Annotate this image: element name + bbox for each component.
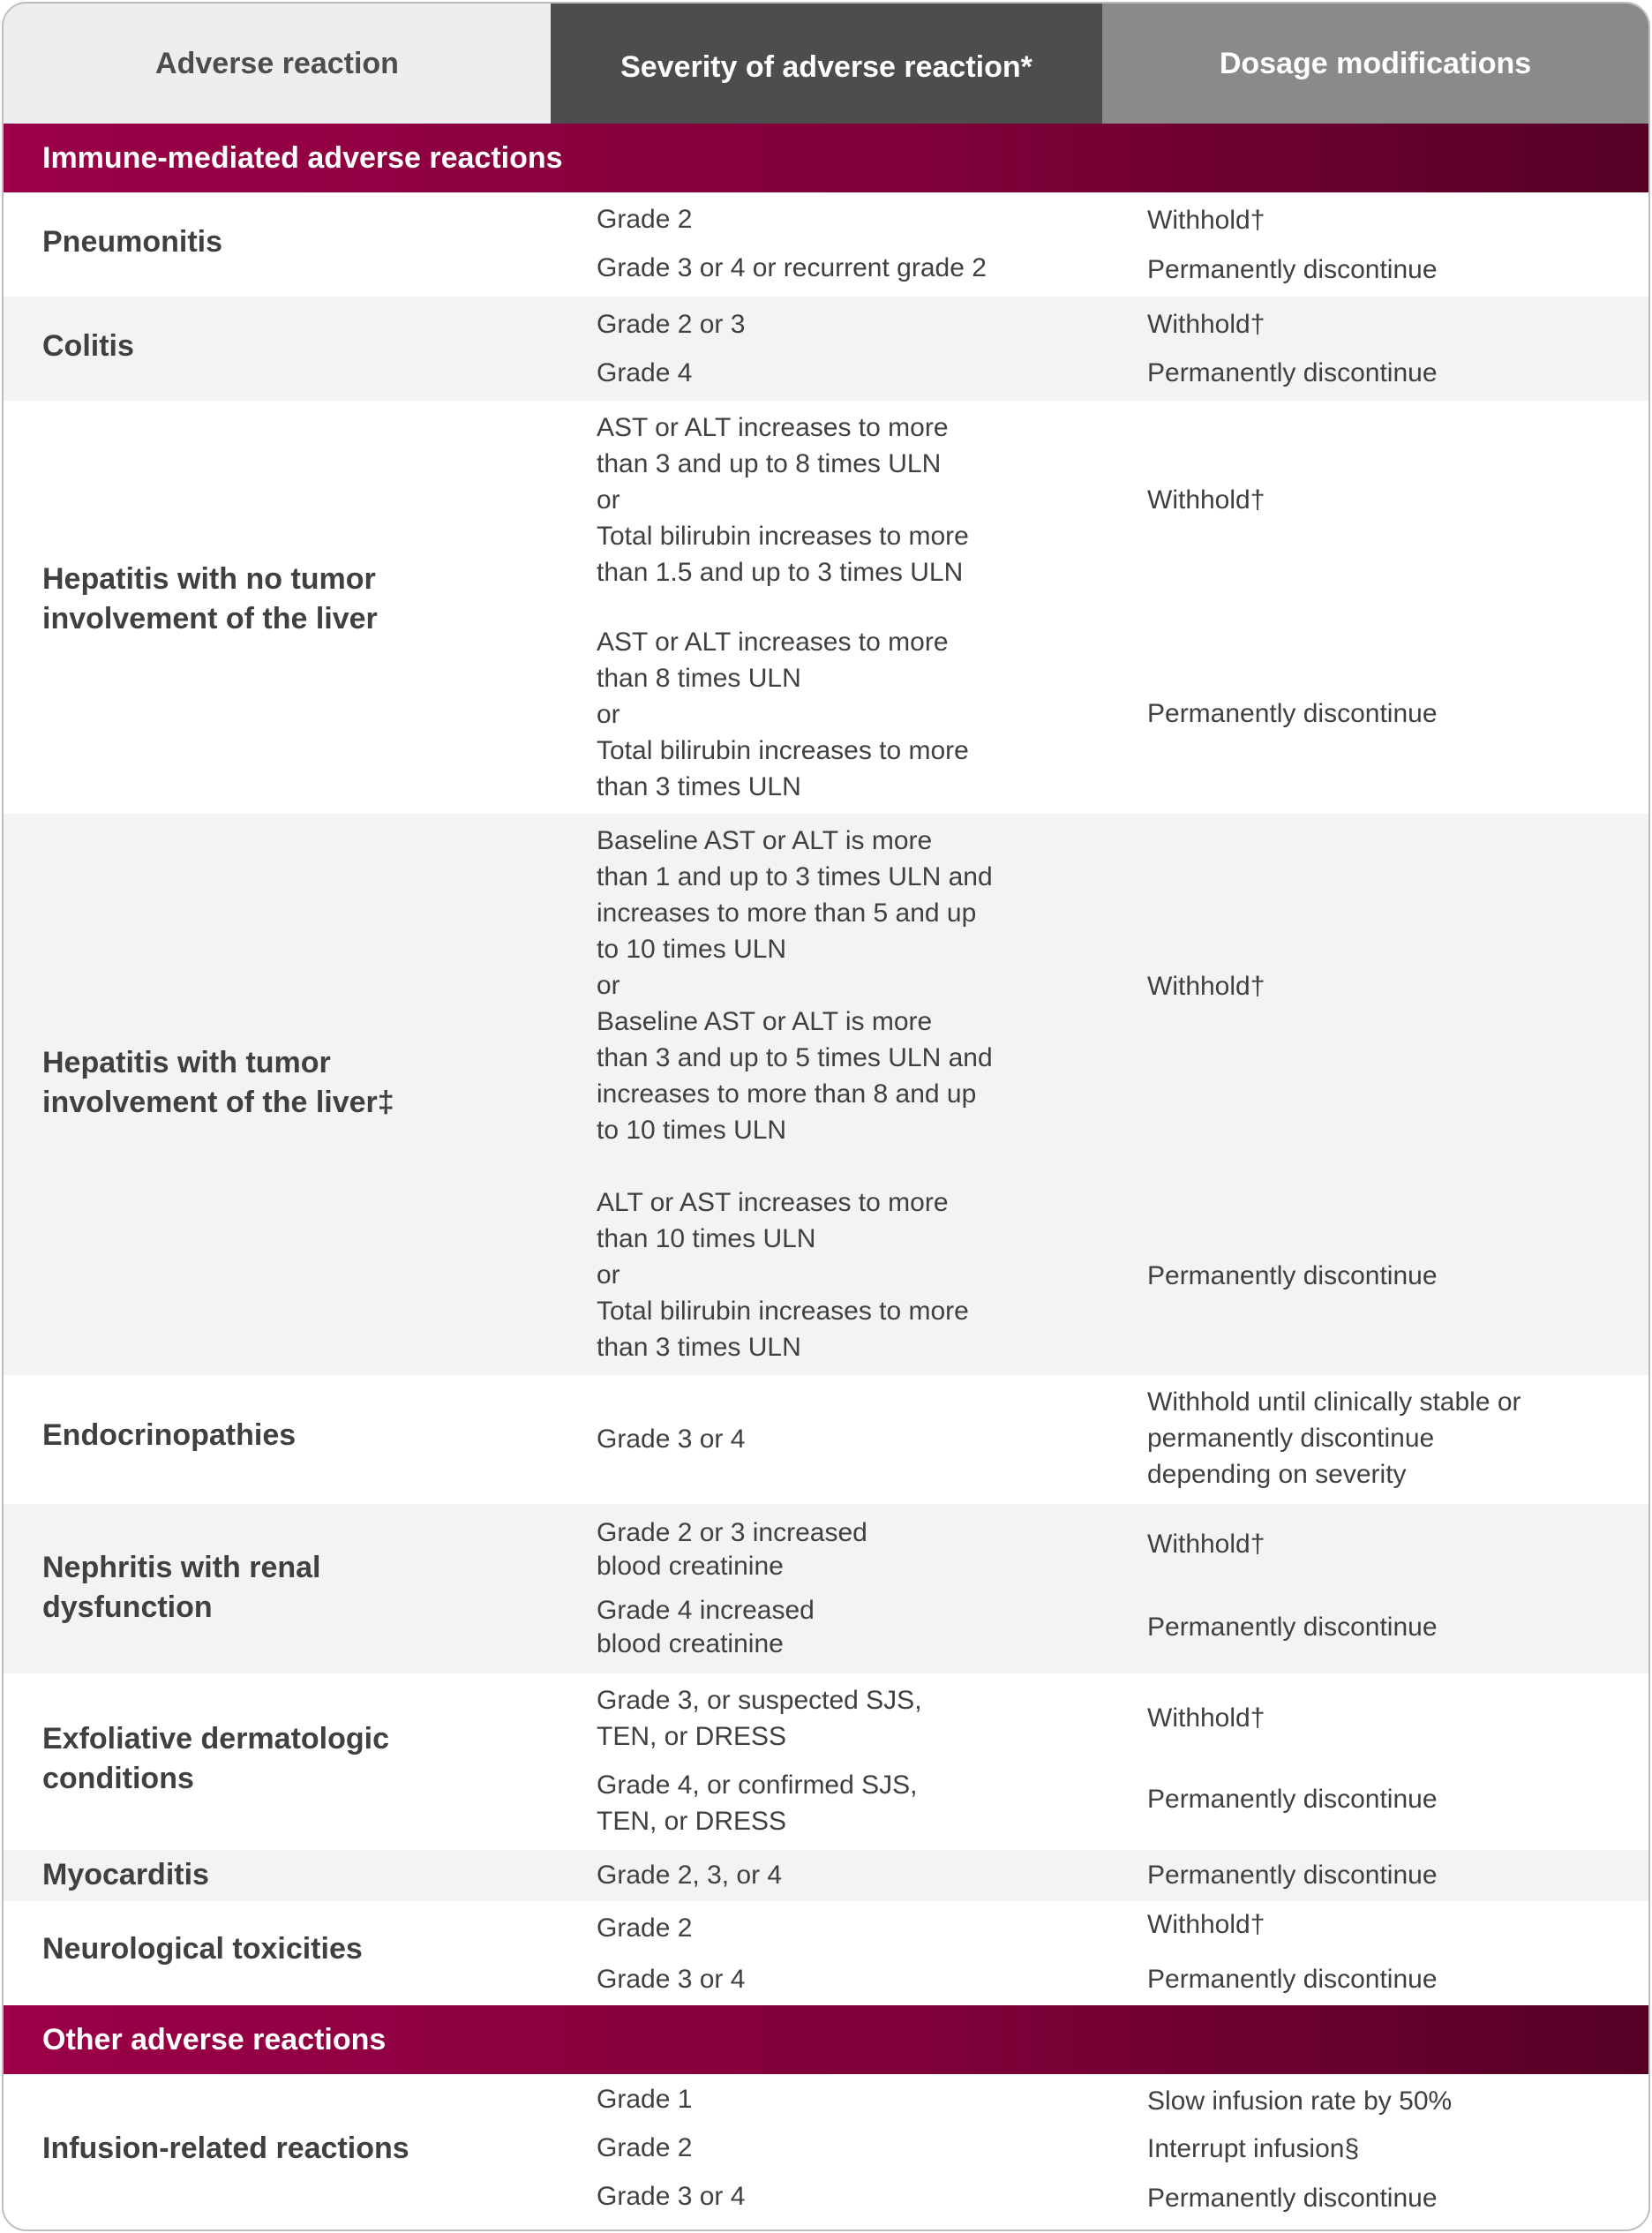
header-severity: Severity of adverse reaction* <box>551 4 1102 124</box>
section-other: Other adverse reactions <box>4 2005 1648 2074</box>
table-row-colitis <box>4 297 1648 401</box>
reaction-name: Neurological toxicities <box>42 1932 363 1966</box>
severity-text: Grade 3 or 4 <box>597 1965 746 1994</box>
table-header <box>4 4 1648 124</box>
modification-text: Permanently discontinue <box>1147 1261 1438 1290</box>
severity-text: Grade 4 <box>597 358 693 387</box>
severity-text: Grade 2, 3, or 4 <box>597 1861 783 1890</box>
modification-text: Permanently discontinue <box>1147 1965 1438 1994</box>
modification-text: Permanently discontinue <box>1147 1785 1438 1814</box>
header-dosage-modifications: Dosage modifications <box>1102 4 1648 124</box>
table-row-nephritis <box>4 1504 1648 1673</box>
reaction-name: Hepatitis with no tumor involvement of the liver <box>42 562 378 635</box>
table-row-endocrinopathies <box>4 1375 1648 1504</box>
severity-text: Grade 4, or confirmed SJS, TEN, or DRESS <box>597 1771 918 1836</box>
severity-text: Grade 1 <box>597 2085 693 2114</box>
modification-text: Withhold† <box>1147 206 1265 235</box>
modification-text: Withhold until clinically stable or permanently discontinue depending on severity <box>1147 1387 1521 1489</box>
severity-text: Grade 2 <box>597 205 693 234</box>
severity-text: Grade 2 <box>597 1913 693 1943</box>
modification-text: Withhold† <box>1147 1703 1265 1733</box>
reaction-name: Myocarditis <box>42 1858 209 1891</box>
table-row-pneumonitis <box>4 192 1648 297</box>
severity-text: Grade 3 or 4 <box>597 2182 746 2211</box>
severity-text: ALT or AST increases to more than 10 times ULN or Total bilirubin increases to more than 3 times ULN <box>597 1188 969 1362</box>
modification-text: Withhold† <box>1147 310 1265 339</box>
severity-text: Grade 3, or suspected SJS, TEN, or DRESS <box>597 1686 922 1751</box>
severity-text: Grade 3 or 4 <box>597 1425 746 1454</box>
modification-text: Permanently discontinue <box>1147 358 1438 387</box>
table-row-hepatitis-no-tumor <box>4 401 1648 814</box>
dosage-modification-table <box>2 2 1650 2231</box>
reaction-name: Endocrinopathies <box>42 1418 297 1452</box>
table-row-neurological <box>4 1901 1648 2005</box>
modification-text: Withhold† <box>1147 972 1265 1001</box>
section-immune-mediated: Immune-mediated adverse reactions <box>4 124 1648 192</box>
modification-text: Withhold† <box>1147 485 1265 515</box>
reaction-name: Nephritis with renal dysfunction <box>42 1551 321 1624</box>
severity-text: Grade 4 increased blood creatinine <box>597 1596 815 1658</box>
table-row-myocarditis <box>4 1850 1648 1901</box>
reaction-name: Infusion-related reactions <box>42 2132 409 2165</box>
modification-text: Permanently discontinue <box>1147 255 1438 284</box>
table-row-exfoliative <box>4 1673 1648 1850</box>
modification-text: Permanently discontinue <box>1147 1861 1438 1890</box>
severity-text: AST or ALT increases to more than 8 times ULN or Total bilirubin increases to more than 3 times ULN <box>597 628 969 801</box>
severity-text: Grade 2 or 3 <box>597 310 746 339</box>
severity-text: Baseline AST or ALT is more than 1 and up to 3 times ULN and increases to more than 5 and up to 10 times ULN or Baseline AST or ALT is more than 3 and up to 5 times ULN and increases to more than 8 and up to 10 times ULN <box>597 826 993 1145</box>
severity-text: Grade 3 or 4 or recurrent grade 2 <box>597 253 987 282</box>
reaction-name: Exfoliative dermatologic conditions <box>42 1722 389 1795</box>
modification-text: Permanently discontinue <box>1147 699 1438 728</box>
modification-text: Interrupt infusion§ <box>1147 2134 1360 2163</box>
header-adverse-reaction: Adverse reaction <box>4 4 551 124</box>
severity-text: Grade 2 <box>597 2133 693 2162</box>
modification-text: Withhold† <box>1147 1530 1265 1559</box>
table-row-hepatitis-tumor <box>4 814 1648 1375</box>
reaction-name: Pneumonitis <box>42 225 223 259</box>
modification-text: Permanently discontinue <box>1147 2184 1438 2213</box>
severity-text: Grade 2 or 3 increased blood creatinine <box>597 1518 867 1581</box>
modification-text: Withhold† <box>1147 1910 1265 1939</box>
severity-text: AST or ALT increases to more than 3 and up to 8 times ULN or Total bilirubin increases to more than 1.5 and up to 3 times ULN <box>597 413 969 587</box>
table-row-infusion <box>4 2074 1648 2231</box>
modification-text: Slow infusion rate by 50% <box>1147 2086 1453 2116</box>
reaction-name: Hepatitis with tumor involvement of the liver‡ <box>42 1046 394 1119</box>
modification-text: Permanently discontinue <box>1147 1613 1438 1642</box>
reaction-name: Colitis <box>42 329 134 363</box>
